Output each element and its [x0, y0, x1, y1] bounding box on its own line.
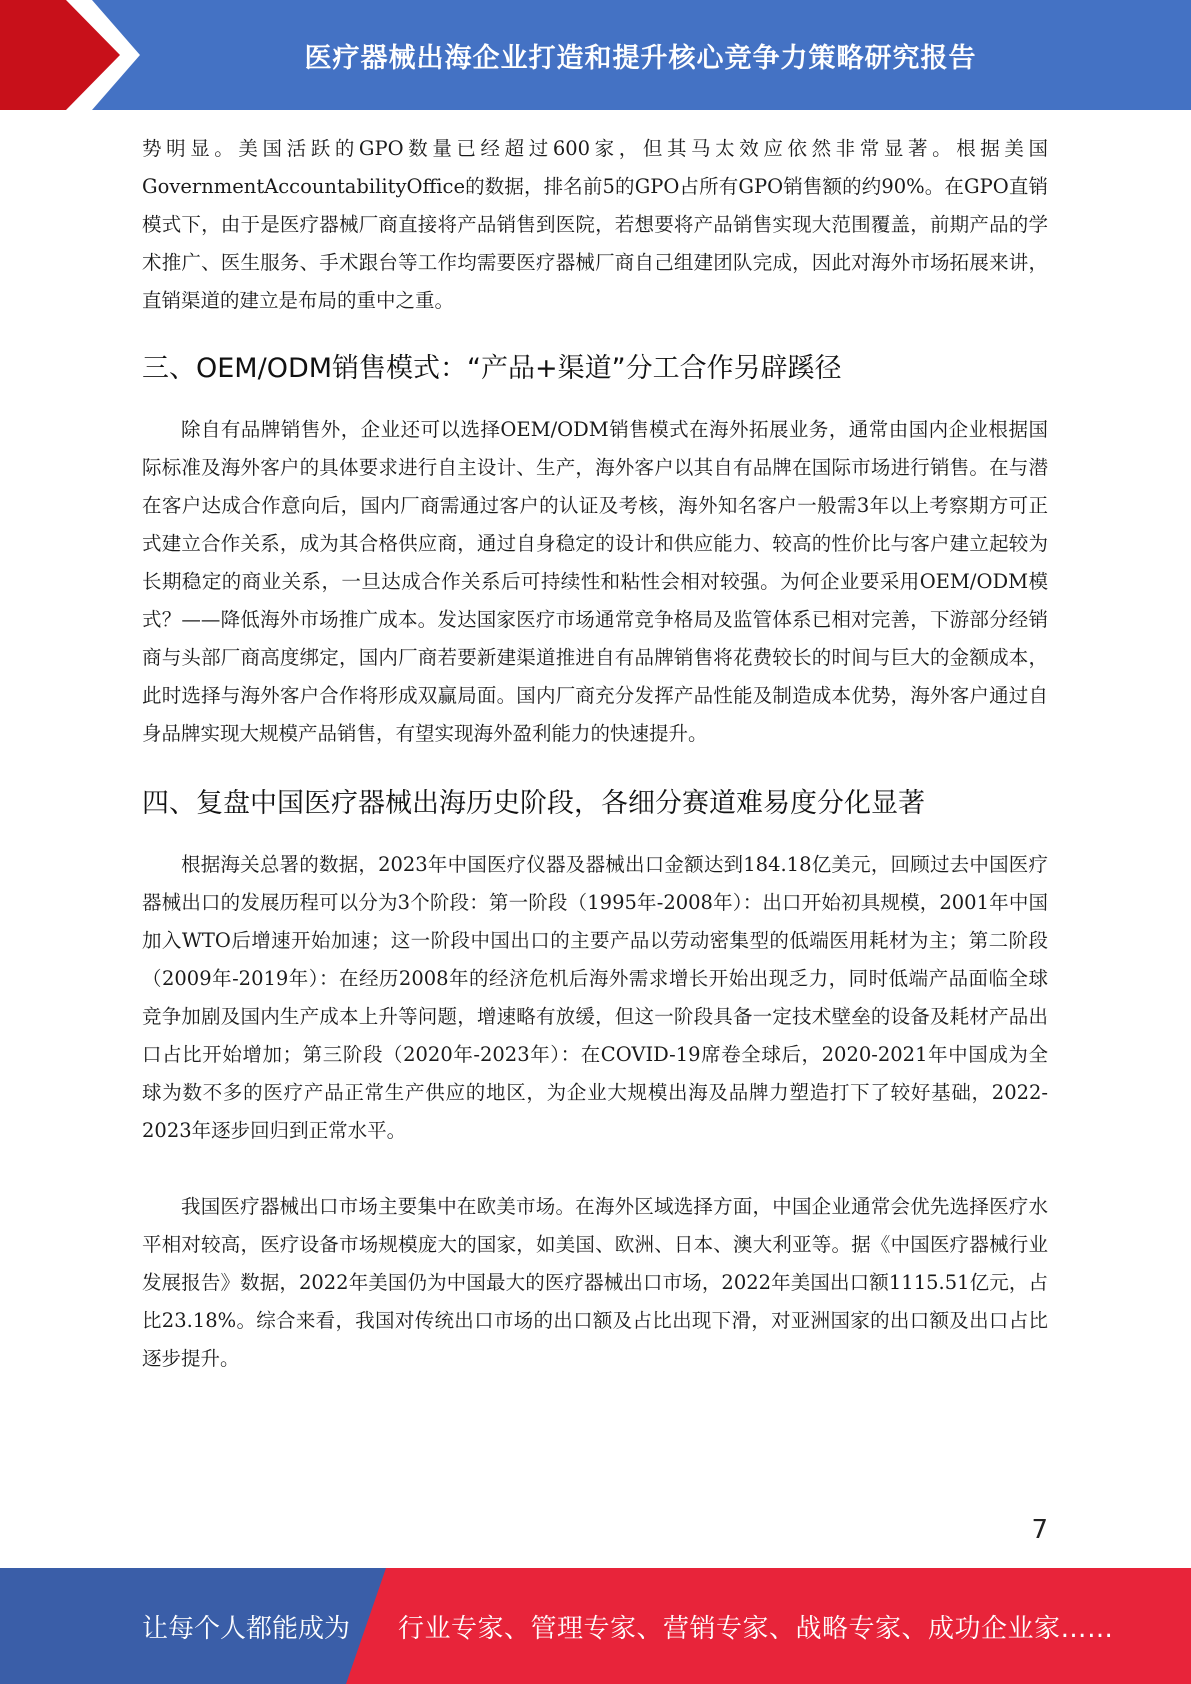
section-4-paragraph-1: 根据海关总署的数据，2023年中国医疗仪器及器械出口金额达到184.18亿美元，回顾过去中国医疗器械出口的发展历程可以分为3个阶段：第一阶段（1995年-2008年）：出口开始初具规模，2001年中国加入WTO后增速开始加速；这一阶段中国出口的主要产品以劳动密集型的低端医用耗材为主；第二阶段（2009年-2019年）：在经历2008年的经济危机后海外需求增长开始出现乏力，同时低端产品面临全球竞争加剧及国内生产成本上升等问题，增速略有放缓，但这一阶段具备一定技术壁垒的设备及耗材产品出口占比开始增加；第三阶段（2020年-2023年）：在COVID-19席卷全球后，2020-2021年中国成为全球为数不多的医疗产品正常生产供应的地区，为企业大规模出海及品牌力塑造打下了较好基础，2022-2023年逐步回归到正常水平。 [142, 853, 1048, 1142]
section-3-heading: 三、OEM/ODM销售模式：“产品+渠道”分工合作另辟蹊径 [142, 353, 842, 384]
footer-slogan-left: 让每个人都能成为 [142, 1613, 351, 1644]
section-3-paragraph: 除自有品牌销售外，企业还可以选择OEM/ODM销售模式在海外拓展业务，通常由国内企业根据国际标准及海外客户的具体要求进行自主设计、生产，海外客户以其自有品牌在国际市场进行销售。在与潜在客户达成合作意向后，国内厂商需通过客户的认证及考核，海外知名客户一般需3年以上考察期方可正式建立合作关系，成为其合格供应商，通过自身稳定的设计和供应能力、较高的性价比与客户建立起较为长期稳定的商业关系，一旦达成合作关系后可持续性和粘性会相对较强。为何企业要采用OEM/ODM模式？——降低海外市场推广成本。发达国家医疗市场通常竞争格局及监管体系已相对完善，下游部分经销商与头部厂商高度绑定，国内厂商若要新建渠道推进自有品牌销售将花费较长的时间与巨大的金额成本，此时选择与海外客户合作将形成双赢局面。国内厂商充分发挥产品性能及制造成本优势，海外客户通过自身品牌实现大规模产品销售，有望实现海外盈利能力的快速提升。 [142, 418, 1048, 745]
page-number: 7 [1031, 1515, 1048, 1545]
footer-slogan-right: 行业专家、管理专家、营销专家、战略专家、成功企业家…… [398, 1613, 1114, 1644]
intro-paragraph: 势明显。美国活跃的GPO数量已经超过600家，但其马太效应依然非常显著。根据美国GovernmentAccountabilityOffice的数据，排名前5的GPO占所有GPO销售额的约90%。在GPO直销模式下，由于是医疗器械厂商直接将产品销售到医院，若想要将产品销售实现大范围覆盖，前期产品的学术推广、医生服务、手术跟台等工作均需要医疗器械厂商自己组建团队完成，因此对海外市场拓展来讲，直销渠道的建立是布局的重中之重。 [142, 137, 1048, 312]
page-footer [0, 1568, 1191, 1684]
page-header [0, 0, 1191, 110]
chevron-arrow-graphic [0, 0, 160, 110]
section-4-heading: 四、复盘中国医疗器械出海历史阶段，各细分赛道难易度分化显著 [142, 788, 925, 819]
section-4-paragraph-2: 我国医疗器械出口市场主要集中在欧美市场。在海外区域选择方面，中国企业通常会优先选择医疗水平相对较高，医疗设备市场规模庞大的国家，如美国、欧洲、日本、澳大利亚等。据《中国医疗器械行业发展报告》数据，2022年美国仍为中国最大的医疗器械出口市场，2022年美国出口额1115.51亿元，占比23.18%。综合来看，我国对传统出口市场的出口额及占比出现下滑，对亚洲国家的出口额及出口占比逐步提升。 [142, 1195, 1048, 1370]
main-content [142, 130, 1048, 1378]
header-title: 医疗器械出海企业打造和提升核心竞争力策略研究报告 [304, 42, 977, 74]
